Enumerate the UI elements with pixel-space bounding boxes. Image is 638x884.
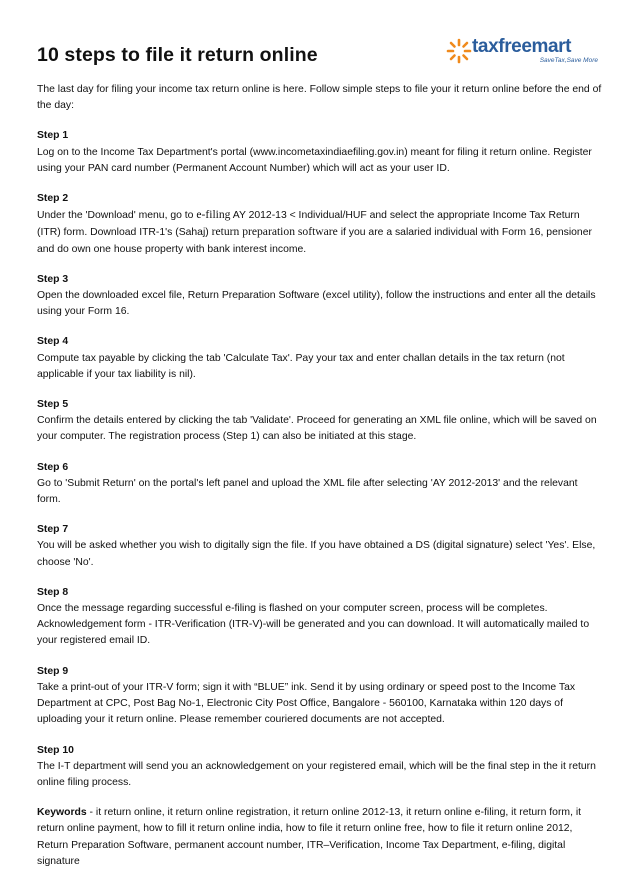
keywords-text: - it return online, it return online registration, it return online 2012-13, it return online e-filing, it return form, it return online payment, how to fill it return online india, how to file it return online free, how to file it return online 2012, Return Preparation Software, permanent account number, ITR–Verification, Income Tax Department, e-filing, digital signature xyxy=(37,807,582,867)
step-heading: Step 2 xyxy=(37,193,69,205)
step-heading: Step 9 xyxy=(37,665,69,677)
step-heading: Step 1 xyxy=(37,130,69,142)
efiling-link[interactable]: e-filing xyxy=(196,208,231,222)
step-text: Compute tax payable by clicking the tab 'Calculate Tax'. Pay your tax and enter challan details in the tax return (not applicable if your tax liability is nil). xyxy=(37,352,565,380)
step-text: Open the downloaded excel file, Return Preparation Software (excel utility), follow the instructions and enter all the details using your Form 16. xyxy=(37,290,596,318)
step-text: if you are a salaried individual with Form 16, pensioner and do own one house property with bank interest income. xyxy=(37,227,592,255)
step-heading: Step 8 xyxy=(37,586,69,598)
step-heading: Step 7 xyxy=(37,524,69,536)
step-text: AY 2012-13 < Individual/HUF and select the appropriate Income Tax Return (ITR) form. Download ITR-1's (Sahaj) xyxy=(37,210,580,239)
step-text: You will be asked whether you wish to digitally sign the file. If you have obtained a DS (digital signature) select 'Yes'. Else, choose 'No'. xyxy=(37,540,596,568)
page-title: 10 steps to file it return online xyxy=(37,44,318,66)
step-7 xyxy=(37,522,602,571)
logo-wordmark: taxfreemart xyxy=(472,36,572,57)
step-6 xyxy=(37,460,602,509)
step-text: Log on to the Income Tax Department's portal (www.incometaxindiaefiling.gov.in) meant for filing it return online. Register using your PAN card number (Permanent Account Number) which will act as your user ID. xyxy=(37,146,592,174)
step-1 xyxy=(37,128,602,177)
article-body xyxy=(37,82,602,884)
step-2 xyxy=(37,191,602,258)
logo-tagline: SaveTax,Save More xyxy=(539,57,598,64)
taxfreemart-logo[interactable] xyxy=(444,36,602,68)
step-heading: Step 4 xyxy=(37,336,69,348)
step-text: Confirm the details entered by clicking the tab 'Validate'. Proceed for generating an XML file online, which will be saved on your computer. The registration process (Step 1) can also be initiated at this stage. xyxy=(37,415,597,443)
step-9 xyxy=(37,664,602,729)
step-3 xyxy=(37,272,602,321)
step-heading: Step 6 xyxy=(37,461,69,473)
step-heading: Step 3 xyxy=(37,273,69,285)
step-text: Under the 'Download' menu, go to xyxy=(37,210,197,222)
step-heading: Step 5 xyxy=(37,399,69,411)
step-text: Go to 'Submit Return' on the portal's left panel and upload the XML file after selecting 'AY 2012-2013' and the relevant form. xyxy=(37,477,578,506)
keywords-label: Keywords xyxy=(37,807,87,819)
step-4 xyxy=(37,334,602,383)
step-10 xyxy=(37,743,602,792)
step-text: The I-T department will send you an acknowledgement on your registered email, which will be the final step in the it return online filing process. xyxy=(37,760,596,788)
step-5 xyxy=(37,397,602,446)
intro-paragraph: The last day for filing your income tax return online is here. Follow simple steps to file your it return online before the end of the day: xyxy=(37,84,602,112)
return-preparation-software-link[interactable]: return preparation software xyxy=(211,225,338,239)
step-text: Take a print-out of your ITR-V form; sign it with “BLUE” ink. Send it by using ordinary or speed post to the Income Tax Department at CPC, Post Bag No-1, Electronic City Post Office, Bangalore - 560100, Karnataka within 120 days of uploading your it return online. Please remember couriered documents are not accepted. xyxy=(37,681,576,726)
step-8 xyxy=(37,585,602,650)
step-heading: Step 10 xyxy=(37,744,74,756)
step-text: Once the message regarding successful e-filing is flashed on your computer screen, process will be completes. Acknowledgement form - ITR-Verification (ITR-V)-will be generated and you can download. It will automatically mailed to your registered email ID. xyxy=(37,603,590,647)
sparkle-icon xyxy=(444,38,474,64)
keywords-paragraph xyxy=(37,805,602,870)
